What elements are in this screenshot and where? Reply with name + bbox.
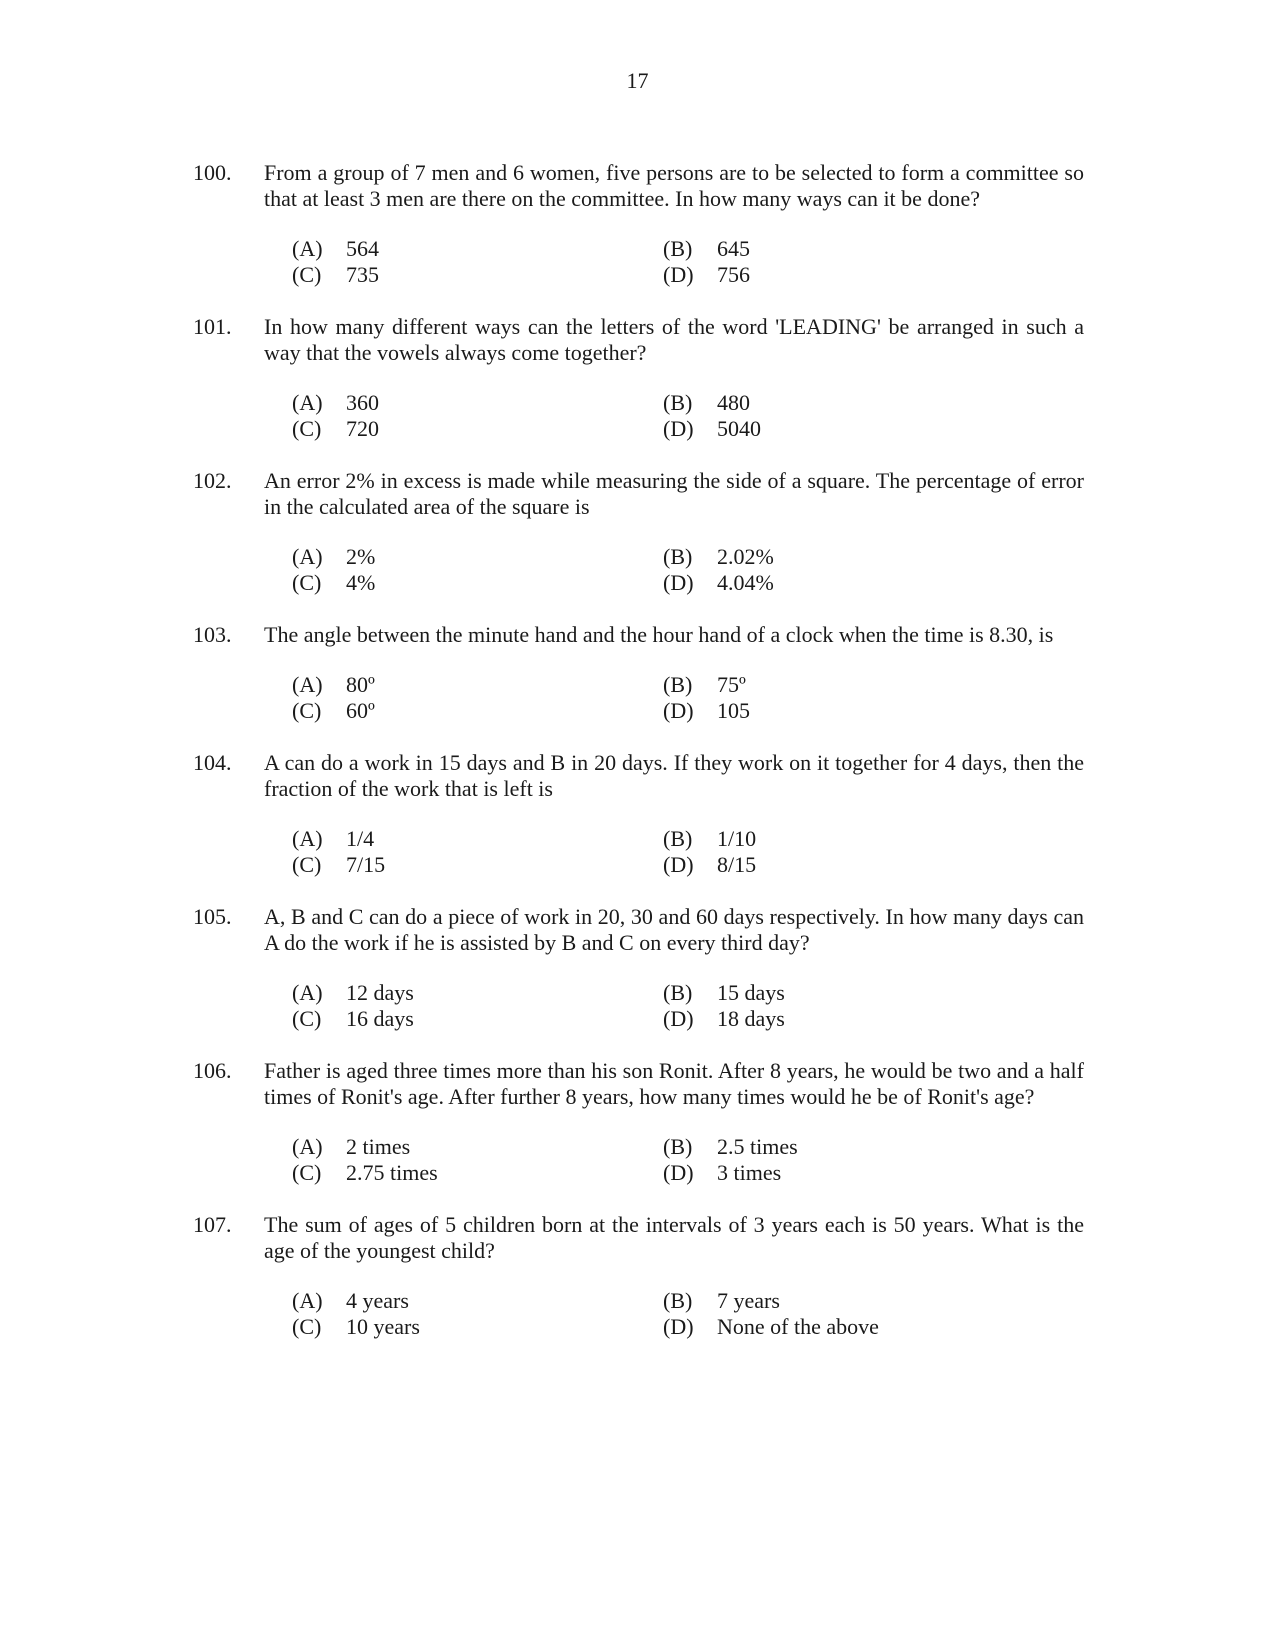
option-value: 4%: [346, 570, 376, 595]
option-value: 60º: [346, 698, 375, 723]
page-number: 17: [626, 68, 649, 93]
option-d: [663, 1006, 1034, 1032]
option-letter: (B): [663, 544, 693, 569]
option-value: 16 days: [346, 1006, 414, 1031]
option-b: [663, 390, 1034, 416]
question-text: A, B and C can do a piece of work in 20, 30 and 60 days respectively. In how many days can A do the work if he is assisted by B and C on every third day?: [264, 904, 1084, 955]
option-letter: (D): [663, 262, 694, 287]
option-value: 15 days: [717, 980, 785, 1005]
question-104: [0, 750, 1275, 878]
option-letter: (D): [663, 570, 694, 595]
option-value: 4.04%: [717, 570, 774, 595]
option-letter: (C): [292, 416, 322, 441]
option-letter: (C): [292, 1160, 322, 1185]
option-b: [663, 1288, 1034, 1314]
option-letter: (D): [663, 1160, 694, 1185]
option-value: 12 days: [346, 980, 414, 1005]
question-number: 105.: [193, 904, 232, 929]
option-c: [292, 1160, 663, 1186]
option-letter: (A): [292, 544, 323, 569]
option-value: 360: [346, 390, 379, 415]
option-a: [292, 826, 663, 852]
option-d: [663, 570, 1034, 596]
question-text: The sum of ages of 5 children born at the intervals of 3 years each is 50 years. What is the age of the youngest child?: [264, 1212, 1084, 1263]
question-text: In how many different ways can the letters of the word 'LEADING' be arranged in such a way that the vowels always come together?: [264, 314, 1084, 365]
option-value: 480: [717, 390, 750, 415]
question-102: [0, 468, 1275, 596]
option-value: 1/4: [346, 826, 375, 851]
option-d: [663, 1314, 1034, 1340]
question-text: An error 2% in excess is made while measuring the side of a square. The percentage of error in the calculated area of the square is: [264, 468, 1084, 519]
answer-options: [292, 390, 1275, 442]
option-letter: (A): [292, 1288, 323, 1313]
question-100: [0, 160, 1275, 288]
option-b: [663, 236, 1034, 262]
option-letter: (A): [292, 1134, 323, 1159]
option-a: [292, 544, 663, 570]
answer-options: [292, 672, 1275, 724]
question-101: [0, 314, 1275, 442]
option-d: [663, 262, 1034, 288]
option-a: [292, 390, 663, 416]
question-number: 107.: [193, 1212, 232, 1237]
option-c: [292, 698, 663, 724]
option-letter: (B): [663, 236, 693, 261]
option-a: [292, 672, 663, 698]
answer-options: [292, 236, 1275, 288]
option-d: [663, 852, 1034, 878]
option-letter: (A): [292, 236, 323, 261]
option-letter: (C): [292, 570, 322, 595]
option-value: 735: [346, 262, 379, 287]
option-letter: (B): [663, 1134, 693, 1159]
option-letter: (D): [663, 1006, 694, 1031]
option-value: 645: [717, 236, 750, 261]
answer-options: [292, 1288, 1275, 1340]
option-value: 7/15: [346, 852, 386, 877]
option-a: [292, 1134, 663, 1160]
answer-options: [292, 980, 1275, 1032]
option-letter: (C): [292, 852, 322, 877]
option-value: 8/15: [717, 852, 757, 877]
option-value: 756: [717, 262, 750, 287]
answer-options: [292, 544, 1275, 596]
option-letter: (A): [292, 980, 323, 1005]
option-value: None of the above: [717, 1314, 879, 1339]
option-letter: (C): [292, 1006, 322, 1031]
option-c: [292, 570, 663, 596]
option-letter: (A): [292, 390, 323, 415]
option-value: 3 times: [717, 1160, 782, 1185]
option-value: 80º: [346, 672, 375, 697]
option-value: 2 times: [346, 1134, 411, 1159]
question-103: [0, 622, 1275, 724]
option-letter: (B): [663, 390, 693, 415]
question-text: The angle between the minute hand and the hour hand of a clock when the time is 8.30, is: [264, 622, 1054, 647]
option-value: 564: [346, 236, 379, 261]
option-value: 2.75 times: [346, 1160, 438, 1185]
option-value: 720: [346, 416, 379, 441]
option-letter: (A): [292, 672, 323, 697]
option-letter: (D): [663, 416, 694, 441]
answer-options: [292, 1134, 1275, 1186]
option-c: [292, 416, 663, 442]
option-c: [292, 262, 663, 288]
question-number: 101.: [193, 314, 232, 339]
option-letter: (B): [663, 980, 693, 1005]
option-letter: (D): [663, 852, 694, 877]
option-letter: (D): [663, 698, 694, 723]
option-value: 105: [717, 698, 750, 723]
option-a: [292, 1288, 663, 1314]
question-text: From a group of 7 men and 6 women, five persons are to be selected to form a committee so that at least 3 men are there on the committee. In how many ways can it be done?: [264, 160, 1084, 211]
option-letter: (D): [663, 1314, 694, 1339]
option-d: [663, 698, 1034, 724]
option-value: 7 years: [717, 1288, 780, 1313]
question-text: A can do a work in 15 days and B in 20 days. If they work on it together for 4 days, then the fraction of the work that is left is: [264, 750, 1084, 801]
question-number: 104.: [193, 750, 232, 775]
option-value: 2%: [346, 544, 376, 569]
option-letter: (C): [292, 698, 322, 723]
question-number: 106.: [193, 1058, 232, 1083]
question-number: 102.: [193, 468, 232, 493]
option-value: 5040: [717, 416, 761, 441]
option-value: 2.5 times: [717, 1134, 798, 1159]
option-a: [292, 236, 663, 262]
option-value: 1/10: [717, 826, 757, 851]
option-c: [292, 1314, 663, 1340]
option-value: 75º: [717, 672, 746, 697]
option-letter: (B): [663, 672, 693, 697]
option-value: 18 days: [717, 1006, 785, 1031]
question-105: [0, 904, 1275, 1032]
question-number: 100.: [193, 160, 232, 185]
question-106: [0, 1058, 1275, 1186]
answer-options: [292, 826, 1275, 878]
question-text: Father is aged three times more than his son Ronit. After 8 years, he would be two and a half times of Ronit's age. After further 8 years, how many times would he be of Ronit's age?: [264, 1058, 1084, 1109]
option-letter: (C): [292, 1314, 322, 1339]
option-letter: (B): [663, 1288, 693, 1313]
option-letter: (C): [292, 262, 322, 287]
option-d: [663, 1160, 1034, 1186]
question-list: [0, 160, 1275, 1366]
option-c: [292, 852, 663, 878]
option-b: [663, 672, 1034, 698]
option-letter: (B): [663, 826, 693, 851]
option-b: [663, 1134, 1034, 1160]
option-a: [292, 980, 663, 1006]
option-letter: (A): [292, 826, 323, 851]
option-value: 2.02%: [717, 544, 774, 569]
option-b: [663, 826, 1034, 852]
option-c: [292, 1006, 663, 1032]
option-value: 4 years: [346, 1288, 409, 1313]
question-107: [0, 1212, 1275, 1340]
question-number: 103.: [193, 622, 232, 647]
option-value: 10 years: [346, 1314, 420, 1339]
option-b: [663, 544, 1034, 570]
option-d: [663, 416, 1034, 442]
option-b: [663, 980, 1034, 1006]
